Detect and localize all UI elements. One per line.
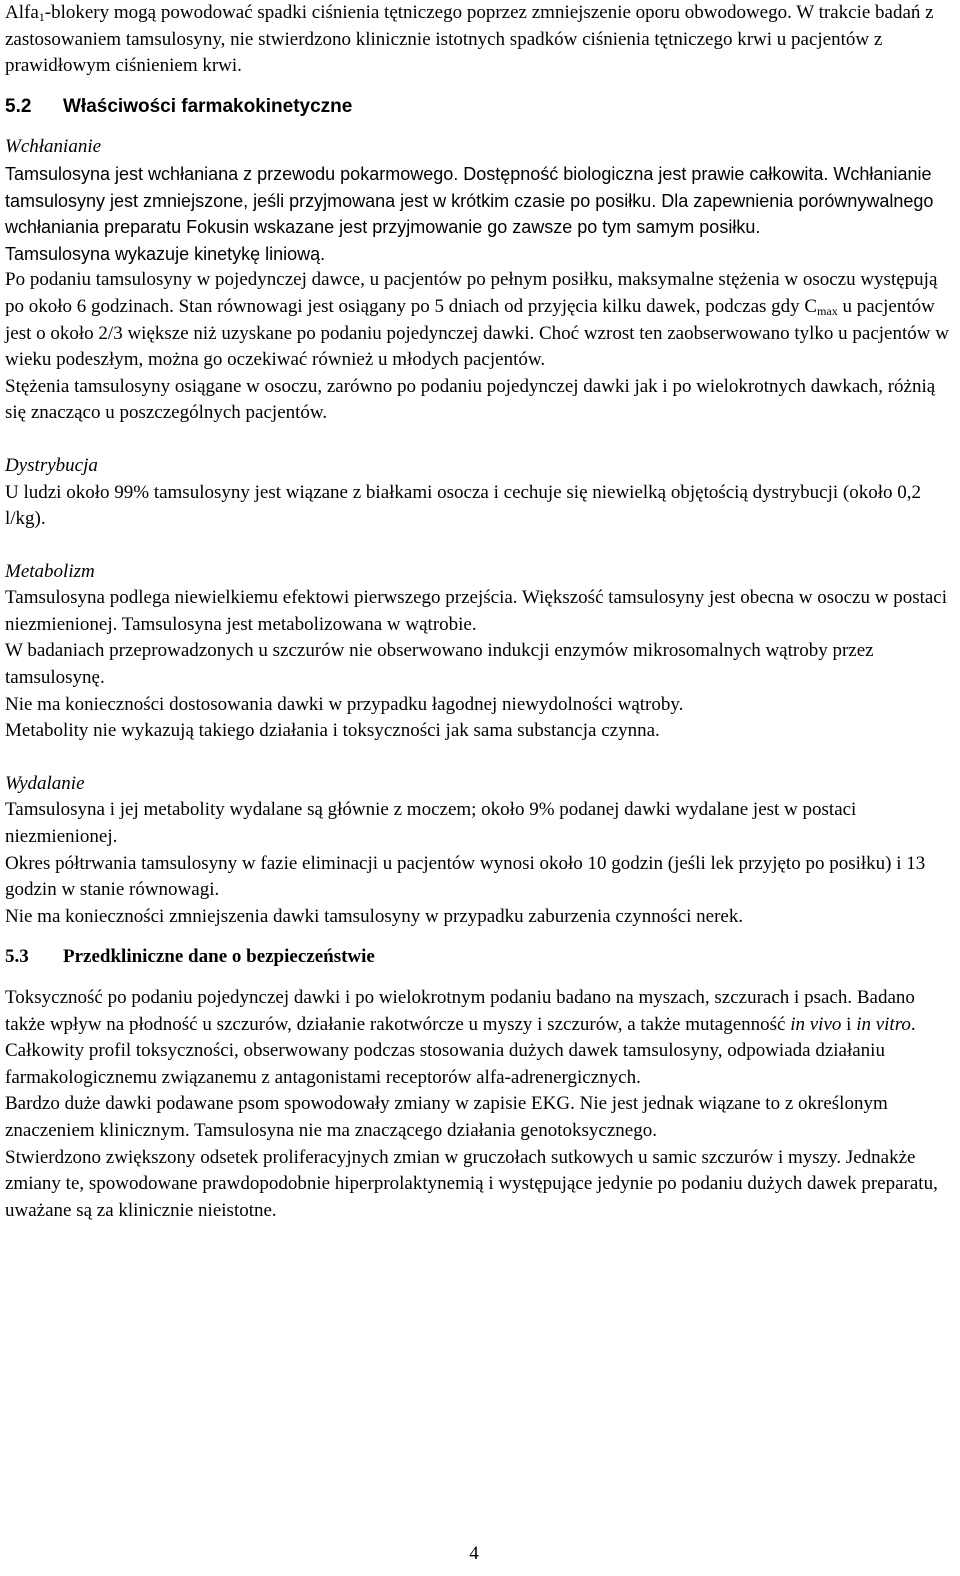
section-5-3-number: 5.3 bbox=[5, 946, 29, 968]
excretion-heading: Wydalanie bbox=[5, 772, 85, 794]
absorption-paragraph-1: Tamsulosyna jest wchłaniana z przewodu pokarmowego. Dostępność biologiczna jest prawie całkowita. Wchłanianie tamsulosyny jest zmniejszone, jeśli przyjmowana jest w krótkim czasie po posiłku. Dla zapewnienia porównywalnego wchłaniania preparatu Fokusin wskazane jest przyjmowanie go zawsze po tym samym posiłku. bbox=[5, 163, 934, 238]
absorption-paragraph-4: Stężenia tamsulosyny osiągane w osoczu, zarówno po podaniu pojedynczej dawki jak i po wielokrotnych dawkach, różnią się znacząco u poszczególnych pacjentów. bbox=[5, 375, 936, 424]
metabolism-paragraph-1: Tamsulosyna podlega niewielkiemu efektowi pierwszego przejścia. Większość tamsulosyny jest obecna w osoczu w postaci niezmienionej. Tamsulosyna jest metabolizowana w wątrobie. bbox=[5, 587, 948, 635]
distribution-heading: Dystrybucja bbox=[5, 454, 98, 476]
preclinical-paragraph-3: Stwierdzono zwiększony odsetek proliferacyjnych zmian w gruczołach sutkowych u samic szczurów i myszy. Jednakże zmiany te, spowodowane prawdopodobnie hiperprolaktynemią i występujące jedynie po podaniu dużych dawek preparatu, uważane są za klinicznie nieistotne. bbox=[5, 1146, 938, 1221]
section-5-3-heading bbox=[5, 944, 953, 971]
intro-text-b: -blokery mogą powodować spadki ciśnienia tętniczego poprzez zmniejszenie oporu obwodowego. W trakcie badań z zastosowaniem tamsulosyny, nie stwierdzono klinicznie istotnych spadków ciśnienia tętniczego krwi u pacjentów z prawidłowym ciśnieniem krwi. bbox=[5, 2, 934, 77]
metabolism-heading: Metabolizm bbox=[5, 560, 95, 582]
absorption-heading: Wchłanianie bbox=[5, 136, 102, 158]
section-5-2-title: Właściwości farmakokinetyczne bbox=[63, 95, 353, 117]
page-number: 4 bbox=[469, 1543, 479, 1564]
section-5-3-title: Przedkliniczne dane o bezpieczeństwie bbox=[63, 946, 375, 968]
metabolism-paragraph-4: Metabolity nie wykazują takiego działania i toksyczności jak sama substancja czynna. bbox=[5, 720, 660, 742]
intro-text-a: Alfa bbox=[5, 2, 39, 23]
intro-subscript: 1 bbox=[38, 10, 45, 24]
absorption-paragraph-3 bbox=[5, 267, 953, 373]
preclinical-paragraph-1 bbox=[5, 985, 953, 1091]
cmax-subscript: max bbox=[817, 303, 838, 318]
excretion-paragraph-2: Okres półtrwania tamsulosyny w fazie eliminacji u pacjentów wynosi około 10 godzin (jeśli lek przyjęto po posiłku) i 13 godzin w stanie równowagi. bbox=[5, 852, 926, 901]
document-page bbox=[5, 0, 953, 1224]
excretion-paragraph-3: Nie ma konieczności zmniejszenia dawki tamsulosyny w przypadku zaburzenia czynności nerek. bbox=[5, 905, 744, 927]
absorption-p3-text-a: Po podaniu tamsulosyny w pojedynczej dawce, u pacjentów po pełnym posiłku, maksymalne stężenia w osoczu występują po około 6 godzinach. Stan równowagi jest osiągany po 5 dniach od przyjęcia kilku dawek, podczas gdy C bbox=[5, 269, 938, 317]
preclinical-p1-and: i bbox=[841, 1013, 857, 1035]
section-5-2-heading bbox=[5, 94, 953, 121]
intro-paragraph bbox=[5, 0, 953, 80]
preclinical-paragraph-2: Bardzo duże dawki podawane psom spowodowały zmiany w zapisie EKG. Nie jest jednak wiązane to z określonym znaczeniem klinicznym. Tamsulosyna nie ma znaczącego działania genotoksycznego. bbox=[5, 1093, 888, 1141]
absorption-paragraph-2: Tamsulosyna wykazuje kinetykę liniową. bbox=[5, 243, 326, 264]
in-vivo-term: in vivo bbox=[790, 1013, 842, 1035]
metabolism-paragraph-3: Nie ma konieczności dostosowania dawki w przypadku łagodnej niewydolności wątroby. bbox=[5, 693, 684, 715]
preclinical-p1-text-a: Toksyczność po podaniu pojedynczej dawki i po wielokrotnym podaniu badano na myszach, szczurach i psach. Badano także wpływ na płodność u szczurów, działanie rakotwórcze u myszy i szczurów, a także mutagenność bbox=[5, 987, 915, 1035]
distribution-paragraph-1: U ludzi około 99% tamsulosyny jest wiązane z białkami osocza i cechuje się niewielką objętością dystrybucji (około 0,2 l/kg). bbox=[5, 481, 921, 530]
section-5-2-number: 5.2 bbox=[5, 95, 32, 117]
metabolism-paragraph-2: W badaniach przeprowadzonych u szczurów nie obserwowano indukcji enzymów mikrosomalnych wątroby przez tamsulosynę. bbox=[5, 640, 874, 689]
in-vitro-term: in vitro bbox=[856, 1013, 911, 1035]
absorption-p3-text-b: u pacjentów jest o około 2/3 większe niż uzyskane po podaniu pojedynczej dawki. Choć wzrost ten zaobserwowano tylko u pacjentów w wieku podeszłym, można go oczekiwać również u młodych pacjentów. bbox=[5, 295, 949, 371]
preclinical-p1-text-b: . Całkowity profil toksyczności, obserwowany podczas stosowania dużych dawek tamsulosyny, odpowiada działaniu farmakologicznemu związanemu z antagonistami receptorów alfa-adrenergicznych. bbox=[5, 1013, 916, 1088]
excretion-paragraph-1: Tamsulosyna i jej metabolity wydalane są głównie z moczem; około 9% podanej dawki wydalane jest w postaci niezmienionej. bbox=[5, 799, 857, 848]
